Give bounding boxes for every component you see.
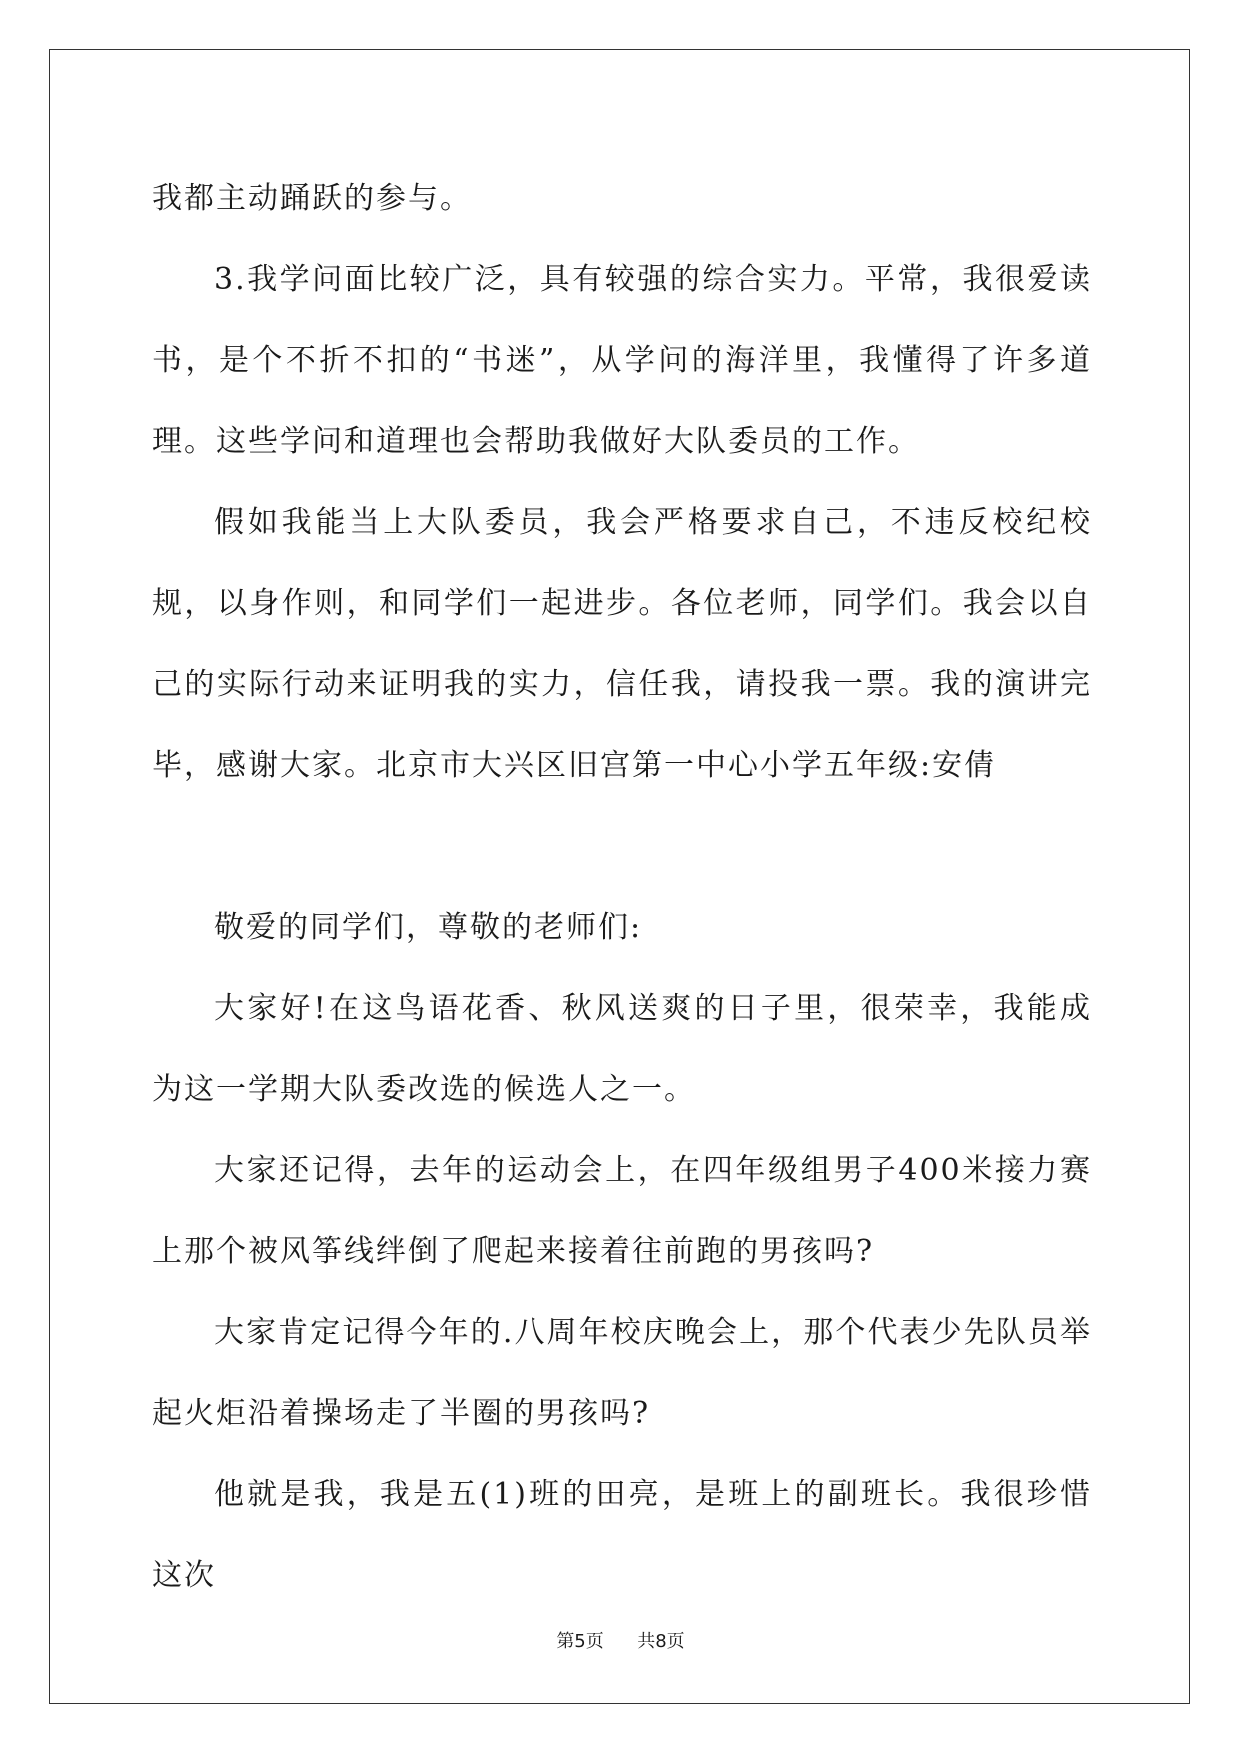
paragraph-closing: 假如我能当上大队委员，我会严格要求自己，不违反校纪校规，以身作则，和同学们一起进步。各位老师，同学们。我会以自己的实际行动来证明我的实力，信任我，请投我一票。我的演讲完毕，感谢大家。北京市大兴区旧宫第一中心小学五年级:安倩 — [152, 505, 1092, 783]
document-body — [152, 158, 1092, 1616]
page-footer — [0, 1627, 1241, 1653]
paragraph-introduction: 他就是我，我是五(1)班的田亮，是班上的副班长。我很珍惜这次 — [152, 1477, 1092, 1593]
section-gap — [152, 806, 1092, 887]
paragraph-point-3: 3.我学问面比较广泛，具有较强的综合实力。平常，我很爱读书，是个不折不扣的“书迷”，从学问的海洋里，我懂得了许多道理。这些学问和道理也会帮助我做好大队委员的工作。 — [152, 262, 1092, 459]
paragraph-salutation: 敬爱的同学们，尊敬的老师们: — [214, 910, 643, 945]
paragraph-greeting: 大家好!在这鸟语花香、秋风送爽的日子里，很荣幸，我能成为这一学期大队委改选的候选人之一。 — [152, 991, 1092, 1107]
paragraph-continuation: 我都主动踊跃的参与。 — [152, 181, 472, 216]
page-number-total: 共8页 — [637, 1631, 685, 1652]
paragraph-anniversary: 大家肯定记得今年的.八周年校庆晚会上，那个代表少先队员举起火炬沿着操场走了半圈的男孩吗? — [152, 1315, 1092, 1431]
paragraph-sports-day: 大家还记得，去年的运动会上，在四年级组男子400米接力赛上那个被风筝线绊倒了爬起来接着往前跑的男孩吗? — [152, 1153, 1092, 1269]
page-number-current: 第5页 — [556, 1631, 604, 1652]
